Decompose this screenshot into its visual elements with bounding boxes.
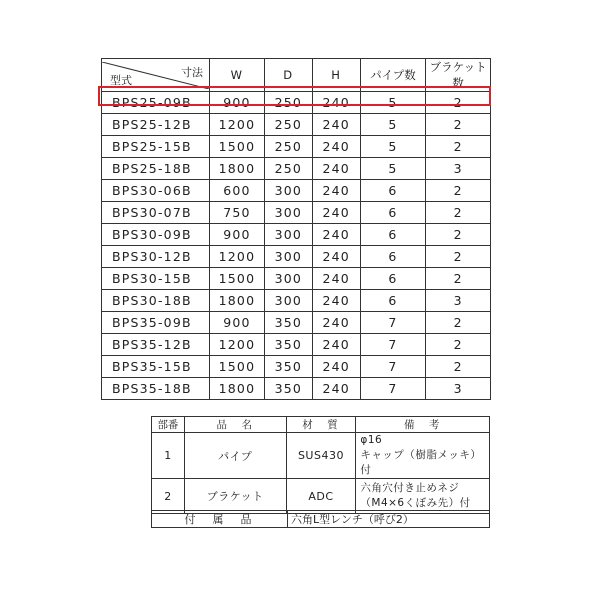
h-cell: 240 xyxy=(312,158,360,180)
part-no: 1 xyxy=(152,433,185,479)
d-cell: 350 xyxy=(264,334,312,356)
pipes-cell: 7 xyxy=(360,356,426,378)
w-cell: 900 xyxy=(210,224,265,246)
pipes-cell: 5 xyxy=(360,114,426,136)
d-cell: 250 xyxy=(264,114,312,136)
pipes-cell: 5 xyxy=(360,136,426,158)
model-cell: BPS35-12B xyxy=(102,334,210,356)
part-note-line2: キャップ（樹脂メッキ）付 xyxy=(360,449,482,476)
column-header-brackets: ブラケット数 xyxy=(426,59,491,92)
w-cell: 900 xyxy=(210,312,265,334)
w-cell: 1500 xyxy=(210,268,265,290)
column-header-d: D xyxy=(264,59,312,92)
part-name: パイプ xyxy=(184,433,286,479)
model-cell: BPS35-18B xyxy=(102,378,210,400)
spec-header-row xyxy=(102,59,491,92)
column-header-w: W xyxy=(210,59,265,92)
parts-header-note: 備 考 xyxy=(356,417,490,433)
w-cell: 1200 xyxy=(210,114,265,136)
w-cell: 600 xyxy=(210,180,265,202)
pipes-cell: 6 xyxy=(360,180,426,202)
d-cell: 300 xyxy=(264,246,312,268)
h-cell: 240 xyxy=(312,246,360,268)
brackets-cell: 2 xyxy=(426,356,491,378)
spec-row xyxy=(102,334,491,356)
brackets-cell: 3 xyxy=(426,378,491,400)
diagonal-header-cell xyxy=(102,59,210,92)
d-cell: 300 xyxy=(264,224,312,246)
part-material: SUS430 xyxy=(286,433,356,479)
brackets-cell: 2 xyxy=(426,268,491,290)
pipes-cell: 6 xyxy=(360,202,426,224)
spec-row xyxy=(102,180,491,202)
model-cell: BPS30-12B xyxy=(102,246,210,268)
h-cell: 240 xyxy=(312,312,360,334)
spec-row xyxy=(102,114,491,136)
spec-row xyxy=(102,224,491,246)
d-cell: 300 xyxy=(264,268,312,290)
brackets-cell: 3 xyxy=(426,158,491,180)
part-note-line1: 六角穴付き止めネジ xyxy=(360,482,460,494)
w-cell: 900 xyxy=(210,92,265,114)
spec-row xyxy=(102,158,491,180)
model-label: 型式 xyxy=(110,73,132,87)
spec-row xyxy=(102,202,491,224)
model-cell: BPS35-15B xyxy=(102,356,210,378)
d-cell: 250 xyxy=(264,92,312,114)
pipes-cell: 6 xyxy=(360,290,426,312)
pipes-cell: 7 xyxy=(360,378,426,400)
column-header-pipes: パイプ数 xyxy=(360,59,426,92)
model-cell: BPS25-15B xyxy=(102,136,210,158)
parts-header-row xyxy=(152,417,490,433)
h-cell: 240 xyxy=(312,92,360,114)
pipes-cell: 6 xyxy=(360,224,426,246)
accessory-table xyxy=(151,510,490,528)
d-cell: 350 xyxy=(264,312,312,334)
w-cell: 1500 xyxy=(210,356,265,378)
h-cell: 240 xyxy=(312,290,360,312)
h-cell: 240 xyxy=(312,202,360,224)
model-cell: BPS30-06B xyxy=(102,180,210,202)
parts-header-name: 品 名 xyxy=(184,417,286,433)
w-cell: 1200 xyxy=(210,246,265,268)
part-material: ADC xyxy=(286,479,356,514)
spec-row xyxy=(102,290,491,312)
brackets-cell: 2 xyxy=(426,180,491,202)
dimension-label: 寸法 xyxy=(181,65,203,79)
pipes-cell: 6 xyxy=(360,268,426,290)
part-note xyxy=(356,433,490,479)
parts-header-material: 材 質 xyxy=(286,417,356,433)
brackets-cell: 2 xyxy=(426,114,491,136)
brackets-cell: 3 xyxy=(426,290,491,312)
model-cell: BPS30-15B xyxy=(102,268,210,290)
w-cell: 750 xyxy=(210,202,265,224)
parts-header-no: 部番 xyxy=(152,417,185,433)
column-header-h: H xyxy=(312,59,360,92)
h-cell: 240 xyxy=(312,180,360,202)
model-cell: BPS25-12B xyxy=(102,114,210,136)
part-note-line2: （M4×6くぼみ先）付 xyxy=(360,497,471,509)
w-cell: 1500 xyxy=(210,136,265,158)
model-cell: BPS25-18B xyxy=(102,158,210,180)
spec-row xyxy=(102,312,491,334)
h-cell: 240 xyxy=(312,334,360,356)
pipes-cell: 7 xyxy=(360,334,426,356)
part-note-line1: φ16 xyxy=(360,434,383,446)
accessory-label: 付 属 品 xyxy=(152,511,288,528)
w-cell: 1800 xyxy=(210,378,265,400)
pipes-cell: 5 xyxy=(360,158,426,180)
spec-body xyxy=(102,92,491,400)
model-cell: BPS30-18B xyxy=(102,290,210,312)
pipes-cell: 6 xyxy=(360,246,426,268)
d-cell: 350 xyxy=(264,356,312,378)
model-cell: BPS25-09B xyxy=(102,92,210,114)
spec-row xyxy=(102,378,491,400)
h-cell: 240 xyxy=(312,114,360,136)
brackets-cell: 2 xyxy=(426,224,491,246)
h-cell: 240 xyxy=(312,268,360,290)
parts-row xyxy=(152,433,490,479)
w-cell: 1800 xyxy=(210,158,265,180)
spec-row xyxy=(102,356,491,378)
brackets-cell: 2 xyxy=(426,334,491,356)
spec-row xyxy=(102,136,491,158)
h-cell: 240 xyxy=(312,224,360,246)
part-note xyxy=(356,479,490,514)
spec-row xyxy=(102,92,491,114)
h-cell: 240 xyxy=(312,136,360,158)
d-cell: 350 xyxy=(264,378,312,400)
w-cell: 1800 xyxy=(210,290,265,312)
h-cell: 240 xyxy=(312,378,360,400)
model-cell: BPS30-07B xyxy=(102,202,210,224)
brackets-cell: 2 xyxy=(426,92,491,114)
spec-table xyxy=(101,58,491,400)
brackets-cell: 2 xyxy=(426,312,491,334)
spec-row xyxy=(102,246,491,268)
d-cell: 250 xyxy=(264,136,312,158)
pipes-cell: 7 xyxy=(360,312,426,334)
d-cell: 300 xyxy=(264,202,312,224)
d-cell: 300 xyxy=(264,290,312,312)
pipes-cell: 5 xyxy=(360,92,426,114)
d-cell: 250 xyxy=(264,158,312,180)
accessory-row xyxy=(152,511,490,528)
w-cell: 1200 xyxy=(210,334,265,356)
spec-row xyxy=(102,268,491,290)
h-cell: 240 xyxy=(312,356,360,378)
model-cell: BPS35-09B xyxy=(102,312,210,334)
brackets-cell: 2 xyxy=(426,246,491,268)
brackets-cell: 2 xyxy=(426,136,491,158)
parts-row xyxy=(152,479,490,514)
accessory-value: 六角L型レンチ（呼び2） xyxy=(288,511,490,528)
model-cell: BPS30-09B xyxy=(102,224,210,246)
d-cell: 300 xyxy=(264,180,312,202)
parts-table xyxy=(151,416,490,514)
part-no: 2 xyxy=(152,479,185,514)
brackets-cell: 2 xyxy=(426,202,491,224)
part-name: ブラケット xyxy=(184,479,286,514)
